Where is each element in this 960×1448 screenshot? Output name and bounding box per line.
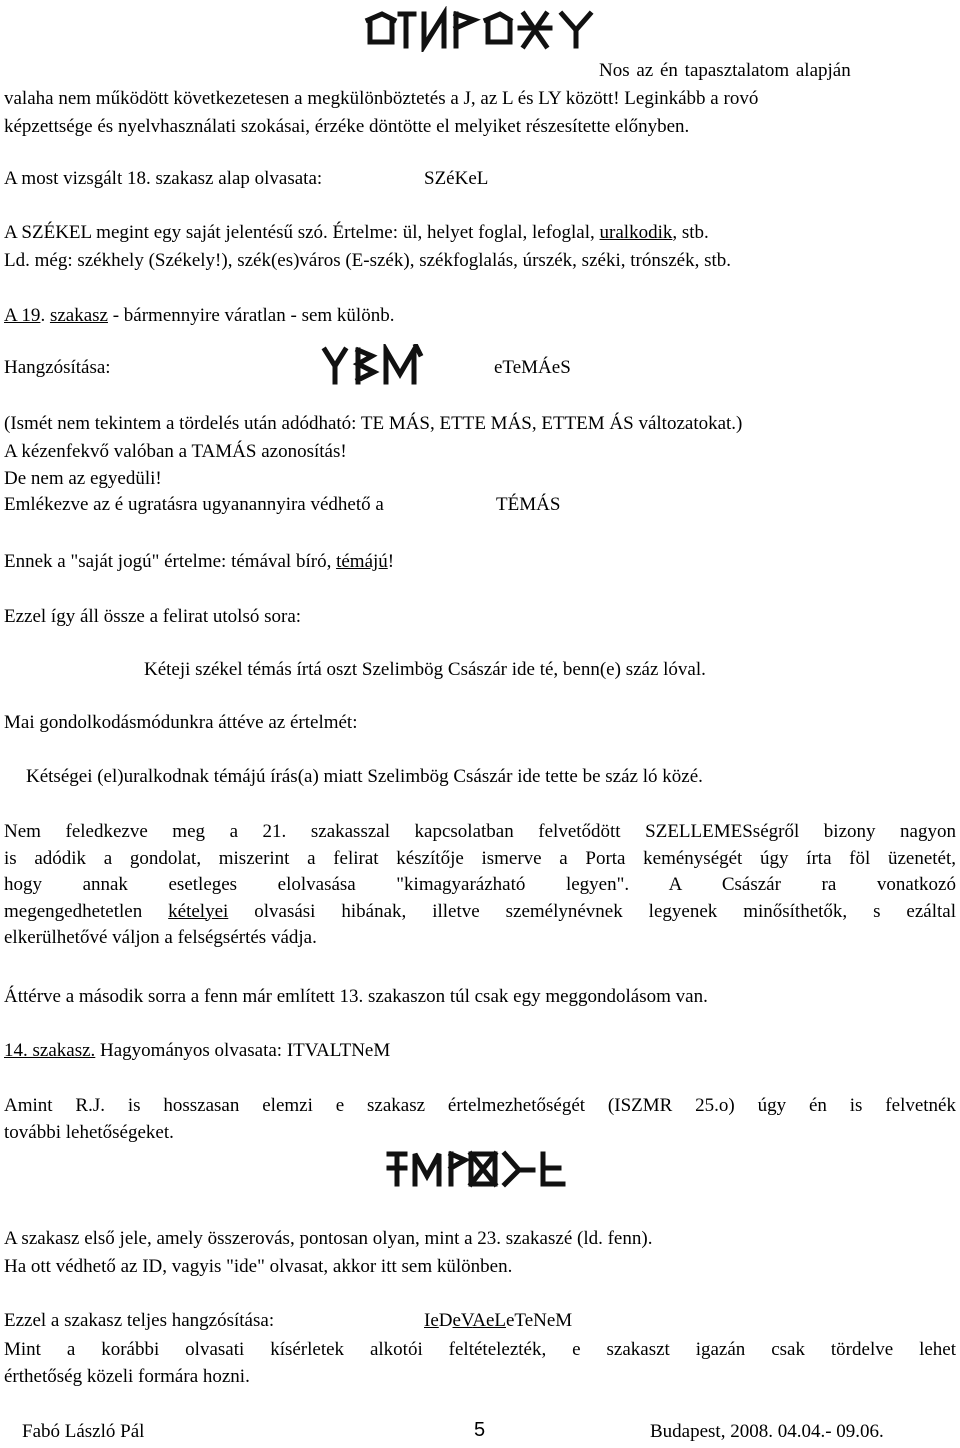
paragraph-line: Nos az én tapasztalatom alapján: [599, 60, 851, 81]
underlined-word: uralkodik: [599, 222, 673, 243]
inscription-reading: Kéteji székel témás írtá oszt Szelimbög Császár ide té, benn(e) száz lóval.: [144, 659, 706, 680]
paragraph-line: képzettsége és nyelvhasználati szokásai, érzéke döntötte el melyiket részesítette előnyben.: [4, 116, 690, 137]
paragraph-line: Ha ott védhető az ID, vagyis "ide" olvasat, akkor itt sem különben.: [4, 1256, 513, 1277]
paragraph-line: valaha nem működött következetesen a megkülönböztetés a J, az L és LY között! Leginkább a rovó: [4, 88, 759, 109]
inscription-meaning: Kétségei (el)uralkodnak témájú írás(a) miatt Szelimbög Császár ide tette be száz ló közé.: [26, 766, 703, 787]
section-18-label: A most vizsgált 18. szakasz alap olvasata:: [4, 168, 323, 189]
paragraph-line: Emlékezve az é ugratásra ugyanannyira védhető a: [4, 494, 384, 515]
hangzositas-value: eTeMÁeS: [494, 357, 571, 378]
mint-paragraph: Mint a korábbi olvasati kísérletek alkotói feltételezték, e szakaszt igazán csak tördelve lehet érthetőség közeli formára hozni.: [4, 1339, 956, 1387]
full-reading-value: IeDeVAeLeTeNeM: [424, 1310, 573, 1331]
section-19-line: A 19. szakasz - bármennyire váratlan - sem különb.: [4, 305, 395, 326]
temas-word: TÉMÁS: [496, 494, 561, 515]
paragraph-line: A kézenfekvő valóban a TAMÁS azonosítás!: [4, 441, 347, 462]
paragraph-line: A szakasz első jele, amely összerovás, pontosan olyan, mint a 23. szakaszé (ld. fenn).: [4, 1228, 653, 1249]
paragraph-line: Ezzel így áll össze a felirat utolsó sora:: [4, 606, 302, 627]
section-18-reading: SZéKeL: [424, 168, 489, 189]
full-reading-label: Ezzel a szakasz teljes hangzósítása:: [4, 1310, 275, 1331]
footer-page-number: 5: [474, 1419, 486, 1441]
underlined-word: témájú: [336, 551, 388, 572]
paragraph-line: (Ismét nem tekintem a tördelés után adódható: TE MÁS, ETTE MÁS, ETTEM ÁS változatokat.): [4, 413, 743, 434]
szekel-examples: Ld. még: székhely (Székely!), szék(es)város (E-szék), székfoglalás, úrszék, széki, trónszék, stb.: [4, 250, 732, 271]
paragraph-line: Áttérve a második sorra a fenn már említett 13. szakaszon túl csak egy meggondolásom van.: [4, 986, 708, 1007]
hangzositas-label: Hangzósítása:: [4, 357, 111, 378]
rune-inscription-top: [360, 6, 595, 52]
amint-paragraph: Amint R.J. is hosszasan elemzi e szakasz értelmezhetőségét (ISZMR 25.o) úgy én is felvetnék további lehetőségeket.: [4, 1095, 956, 1143]
rune-inscription-14: [383, 1146, 578, 1190]
paragraph-line: Mai gondolkodásmódunkra áttéve az értelmét:: [4, 712, 358, 733]
rune-inscription-19: [320, 344, 425, 386]
szekel-definition: A SZÉKEL megint egy saját jelentésű szó. Értelme: ül, helyet foglal, lefoglal, uralkodik, stb.: [4, 222, 709, 243]
szellemes-paragraph: Nem feledkezve meg a 21. szakasszal kapcsolatban felvetődött SZELLEMESségről bizony nagyon is adódik a gondolat, miszerint a felirat készítője ismerve a Porta keménységét úgy írta föl üzenetét, hogy annak esetleges elolvasása "kimagyarázható legyen". A Császár ra vonatkozó megengedhetetlen kételyei olvasási hibának, illetve személynévnek legyenek minősíthetők, s ezáltal elkerülhetővé váljon a felségsértés vádja.: [4, 821, 957, 948]
paragraph-line: Ennek a "saját jogú" értelme: témával bíró, témájú!: [4, 551, 395, 572]
section-14-line: 14. szakasz. Hagyományos olvasata: ITVALTNeM: [4, 1040, 391, 1061]
footer-date: Budapest, 2008. 04.04.- 09.06.: [650, 1421, 884, 1442]
paragraph-line: De nem az egyedüli!: [4, 468, 162, 489]
footer-author: Fabó László Pál: [22, 1421, 145, 1442]
underlined-word: kételyei: [168, 900, 229, 922]
